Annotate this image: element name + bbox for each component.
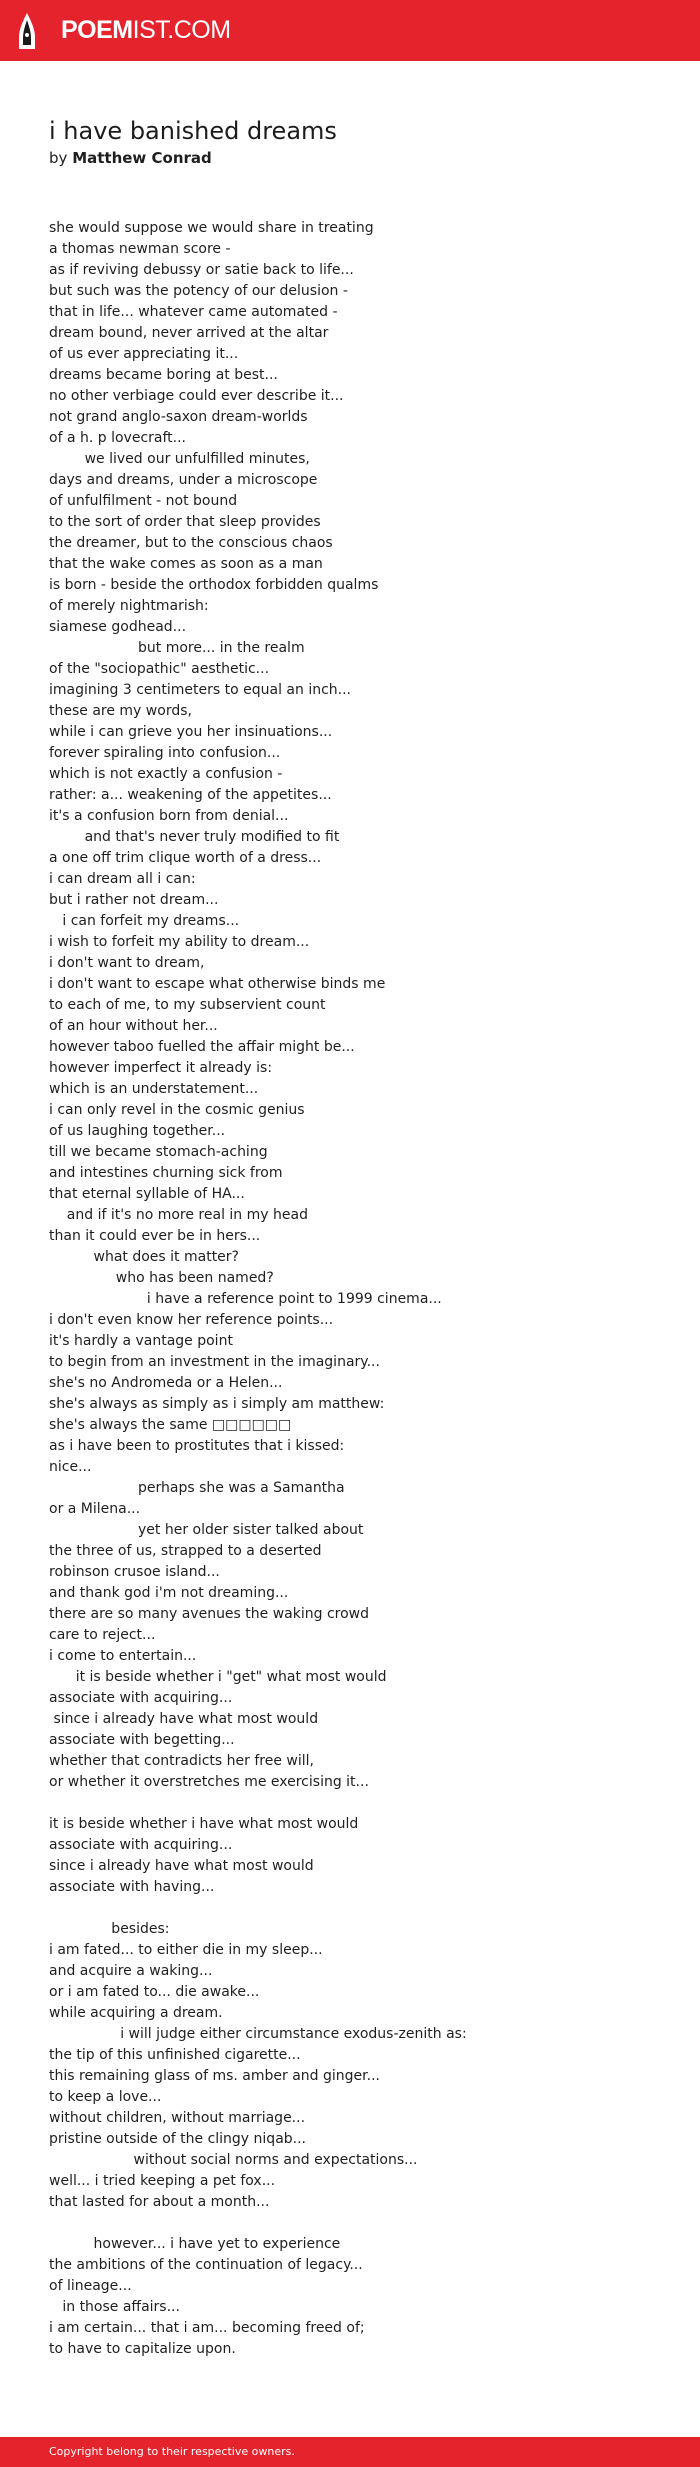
poem-line: or i am fated to... die awake... [49, 1984, 260, 2000]
author-name[interactable]: Matthew Conrad [72, 149, 212, 167]
poem-line: associate with acquiring... [49, 1690, 233, 1706]
poem-line: is born - beside the orthodox forbidden qualms [49, 577, 379, 593]
poem-line: to keep a love... [49, 2089, 162, 2105]
poem-line: associate with acquiring... [49, 1837, 233, 1853]
poem-line: it is beside whether i "get" what most would [49, 1669, 387, 1685]
poem-line: the three of us, strapped to a deserted [49, 1543, 322, 1559]
poem-line: well... i tried keeping a pet fox... [49, 2173, 276, 2189]
poem-line: i can forfeit my dreams... [49, 913, 240, 929]
poem-line: a thomas newman score - [49, 241, 231, 257]
poem-line: associate with having... [49, 1879, 215, 1895]
poem-line: besides: [49, 1921, 170, 1937]
poem-line: or a Milena... [49, 1501, 141, 1517]
poem-line: however imperfect it already is: [49, 1060, 273, 1076]
poem-line: pristine outside of the clingy niqab... [49, 2131, 307, 2147]
poem-line: we lived our unfulfilled minutes, [49, 451, 310, 467]
poem-line: and that's never truly modified to fit [49, 829, 340, 845]
poem-line: it is beside whether i have what most would [49, 1816, 359, 1832]
poem-line: she's always the same □□□□□□ [49, 1417, 292, 1433]
poem-line: i will judge either circumstance exodus-zenith as: [49, 2026, 467, 2042]
poem-line: days and dreams, under a microscope [49, 472, 318, 488]
poem-line: rather: a... weakening of the appetites... [49, 787, 332, 803]
site-header [0, 0, 700, 61]
poem-line: or whether it overstretches me exercising it... [49, 1774, 369, 1790]
by-label: by [49, 149, 68, 167]
poem-line: not grand anglo-saxon dream-worlds [49, 409, 308, 425]
poem-line: of merely nightmarish: [49, 598, 209, 614]
poem-line: and thank god i'm not dreaming... [49, 1585, 289, 1601]
poem-line: i am certain... that i am... becoming freed of; [49, 2320, 365, 2336]
poem-line: and intestines churning sick from [49, 1165, 283, 1181]
byline [49, 148, 212, 168]
logo-light-part: IST.COM [132, 16, 231, 44]
poem-line: forever spiraling into confusion... [49, 745, 281, 761]
poem-line: while acquiring a dream. [49, 2005, 223, 2021]
poem-line: of an hour without her... [49, 1018, 218, 1034]
poem-line: who has been named? [49, 1270, 274, 1286]
poem-line: i have a reference point to 1999 cinema... [49, 1291, 442, 1307]
poem-line: since i already have what most would [49, 1711, 319, 1727]
poem-line: of the "sociopathic" aesthetic... [49, 661, 270, 677]
poem-line: robinson crusoe island... [49, 1564, 220, 1580]
logo-bold-part: POEM [61, 16, 133, 44]
poem-line: in those affairs... [49, 2299, 180, 2315]
poem-line: i can dream all i can: [49, 871, 196, 887]
poem-line: what does it matter? [49, 1249, 239, 1265]
poem-line: but i rather not dream... [49, 892, 219, 908]
poem-line: yet her older sister talked about [49, 1522, 364, 1538]
poem-line: while i can grieve you her insinuations... [49, 724, 333, 740]
poem-line: a one off trim clique worth of a dress... [49, 850, 322, 866]
poem-line: than it could ever be in hers... [49, 1228, 261, 1244]
poem-line: the ambitions of the continuation of legacy... [49, 2257, 363, 2273]
poem-line: however taboo fuelled the affair might be... [49, 1039, 355, 1055]
poem-line: that eternal syllable of HA... [49, 1186, 245, 1202]
poem-line: without social norms and expectations... [49, 2152, 418, 2168]
poem-line: that lasted for about a month... [49, 2194, 270, 2210]
poem-line: till we became stomach-aching [49, 1144, 268, 1160]
poem-line: it's a confusion born from denial... [49, 808, 289, 824]
poem-line: of lineage... [49, 2278, 132, 2294]
poem-line: siamese godhead... [49, 619, 187, 635]
poem-line: there are so many avenues the waking crowd [49, 1606, 370, 1622]
copyright-notice: Copyright belong to their respective owners. [49, 2445, 295, 2458]
poem-body [49, 218, 669, 2360]
poem-line: imagining 3 centimeters to equal an inch... [49, 682, 352, 698]
poem-line: and if it's no more real in my head [49, 1207, 308, 1223]
poem-line: but such was the potency of our delusion - [49, 283, 348, 299]
pen-nib-icon[interactable] [17, 11, 37, 51]
poem-line: however... i have yet to experience [49, 2236, 341, 2252]
poem-line: to have to capitalize upon. [49, 2341, 236, 2357]
poem-line: but more... in the realm [49, 640, 305, 656]
poem-line: i come to entertain... [49, 1648, 197, 1664]
poem-line: i don't want to escape what otherwise binds me [49, 976, 386, 992]
poem-line [49, 1793, 669, 1814]
poem-line: it's hardly a vantage point [49, 1333, 233, 1349]
poem-line: and acquire a waking... [49, 1963, 213, 1979]
poem-line: i wish to forfeit my ability to dream... [49, 934, 310, 950]
poem-line: dreams became boring at best... [49, 367, 278, 383]
poem-line: the tip of this unfinished cigarette... [49, 2047, 301, 2063]
poem-line: these are my words, [49, 703, 192, 719]
poem-line: which is an understatement... [49, 1081, 259, 1097]
poem-line: i am fated... to either die in my sleep... [49, 1942, 323, 1958]
poem-line: nice... [49, 1459, 92, 1475]
poem-line: she's no Andromeda or a Helen... [49, 1375, 283, 1391]
poem-title: i have banished dreams [49, 117, 337, 145]
poem-line: as i have been to prostitutes that i kissed: [49, 1438, 345, 1454]
poem-line: to begin from an investment in the imaginary... [49, 1354, 380, 1370]
site-logo[interactable] [61, 14, 231, 46]
poem-line: she's always as simply as i simply am matthew: [49, 1396, 385, 1412]
poem-line: the dreamer, but to the conscious chaos [49, 535, 333, 551]
poem-line: which is not exactly a confusion - [49, 766, 283, 782]
poem-line: that the wake comes as soon as a man [49, 556, 323, 572]
poem-line: that in life... whatever came automated - [49, 304, 338, 320]
poem-line: associate with begetting... [49, 1732, 235, 1748]
poem-line [49, 1898, 669, 1919]
poem-line: of us ever appreciating it... [49, 346, 239, 362]
poem-line: without children, without marriage... [49, 2110, 306, 2126]
site-footer [0, 2437, 700, 2467]
poem-line: this remaining glass of ms. amber and ginger... [49, 2068, 380, 2084]
poem-line: i don't want to dream, [49, 955, 205, 971]
poem-line: i can only revel in the cosmic genius [49, 1102, 305, 1118]
poem-line: care to reject... [49, 1627, 156, 1643]
poem-line: since i already have what most would [49, 1858, 314, 1874]
poem-line: no other verbiage could ever describe it... [49, 388, 344, 404]
poem-line: whether that contradicts her free will, [49, 1753, 314, 1769]
poem-line: to the sort of order that sleep provides [49, 514, 321, 530]
poem-line: she would suppose we would share in treating [49, 220, 374, 236]
poem-line: to each of me, to my subservient count [49, 997, 326, 1013]
poem-line: of a h. p lovecraft... [49, 430, 186, 446]
poem-line: dream bound, never arrived at the altar [49, 325, 329, 341]
poem-line [49, 2213, 669, 2234]
poem-line: of unfulfilment - not bound [49, 493, 238, 509]
poem-line: perhaps she was a Samantha [49, 1480, 345, 1496]
poem-line: of us laughing together... [49, 1123, 226, 1139]
poem-line: i don't even know her reference points... [49, 1312, 334, 1328]
poem-line: as if reviving debussy or satie back to life... [49, 262, 354, 278]
